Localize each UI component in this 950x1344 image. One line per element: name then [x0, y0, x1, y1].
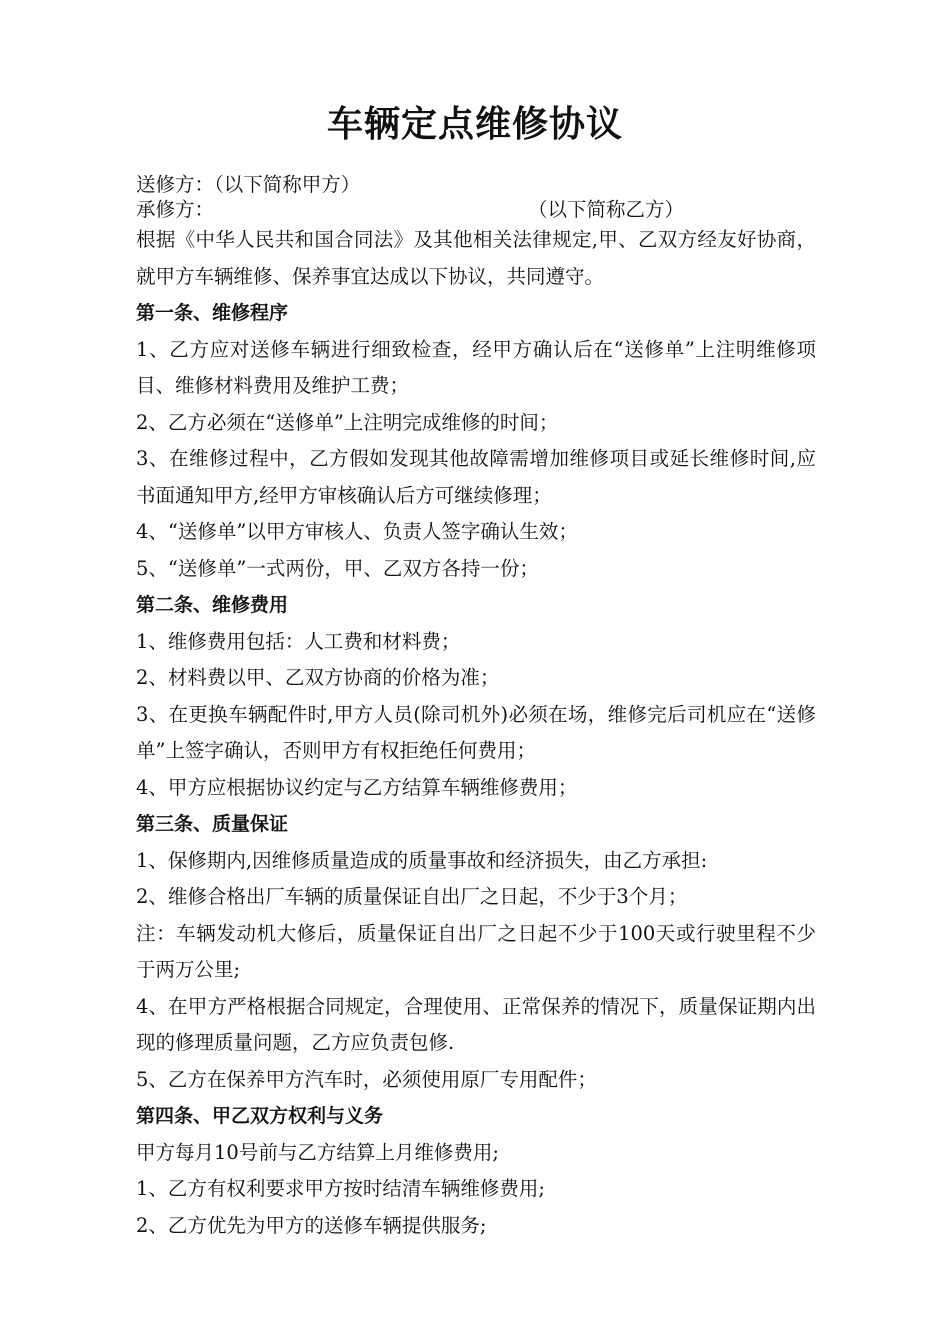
- article-1: [136, 295, 816, 587]
- clause: 5、“送修单”一式两份，甲、乙双方各持一份；: [136, 556, 539, 580]
- article-2: [136, 587, 816, 806]
- document-title: 车辆定点维修协议: [326, 104, 623, 145]
- clause: 4、甲方应根据协议约定与乙方结算车辆维修费用；: [136, 775, 578, 799]
- clause: 3、在更换车辆配件时,甲方人员(除司机外)必须在场，维修完后司机应在“送修单”上签字确认，否则甲方有权拒绝任何费用；: [136, 702, 816, 762]
- clause: 2、乙方优先为甲方的送修车辆提供服务;: [136, 1213, 487, 1237]
- clause: 1、乙方应对送修车辆进行细致检查，经甲方确认后在“送修单”上注明维修项目、维修材料费用及维护工费；: [136, 337, 816, 397]
- article-heading: 第三条、质量保证: [136, 813, 289, 835]
- article-4: [136, 1098, 816, 1244]
- sender-note: （以下简称甲方）: [214, 173, 361, 196]
- repairer-note: （以下简称乙方）: [528, 198, 685, 221]
- repairer-label: 承修方：: [136, 198, 215, 221]
- article-3: [136, 806, 816, 1098]
- repairer-party-line: [136, 197, 816, 222]
- clause: 1、保修期内,因维修质量造成的质量事故和经济损失，由乙方承担:: [136, 848, 708, 872]
- clause: 1、维修费用包括：人工费和材料费；: [136, 629, 461, 653]
- document-body: [136, 172, 816, 1244]
- sender-label: 送修方：: [136, 173, 215, 196]
- clause: 2、材料费以甲、乙双方协商的价格为准；: [136, 666, 500, 689]
- article-heading: 第二条、维修费用: [136, 594, 289, 616]
- clause-note: 注：车辆发动机大修后，质量保证自出厂之日起不少于100天或行驶里程不少于两万公里;: [136, 921, 816, 981]
- clause: 甲方每月10号前与乙方结算上月维修费用;: [136, 1140, 499, 1164]
- clause: 4、在甲方严格根据合同规定，合理使用、正常保养的情况下，质量保证期内出现的修理质量问题，乙方应负责包修.: [136, 994, 816, 1054]
- sender-party-line: [136, 172, 816, 197]
- clause: 2、乙方必须在“送修单”上注明完成维修的时间；: [136, 410, 559, 434]
- clause: 2、维修合格出厂车辆的质量保证自出厂之日起，不少于3个月；: [136, 885, 688, 908]
- clause: 3、在维修过程中，乙方假如发现其他故障需增加维修项目或延长维修时间,应书面通知甲方,经甲方审核确认后方可继续修理；: [136, 447, 816, 507]
- article-heading: 第四条、甲乙双方权利与义务: [136, 1105, 384, 1127]
- intro-paragraph: 根据《中华人民共和国合同法》及其他相关法律规定,甲、乙双方经友好协商，就甲方车辆维修、保养事宜达成以下协议，共同遵守。: [136, 228, 816, 288]
- clause: 5、乙方在保养甲方汽车时，必须使用原厂专用配件；: [136, 1067, 597, 1091]
- clause: 4、“送修单”以甲方审核人、负责人签字确认生效；: [136, 520, 578, 543]
- clause: 1、乙方有权利要求甲方按时结清车辆维修费用;: [136, 1177, 545, 1200]
- article-heading: 第一条、维修程序: [136, 302, 289, 324]
